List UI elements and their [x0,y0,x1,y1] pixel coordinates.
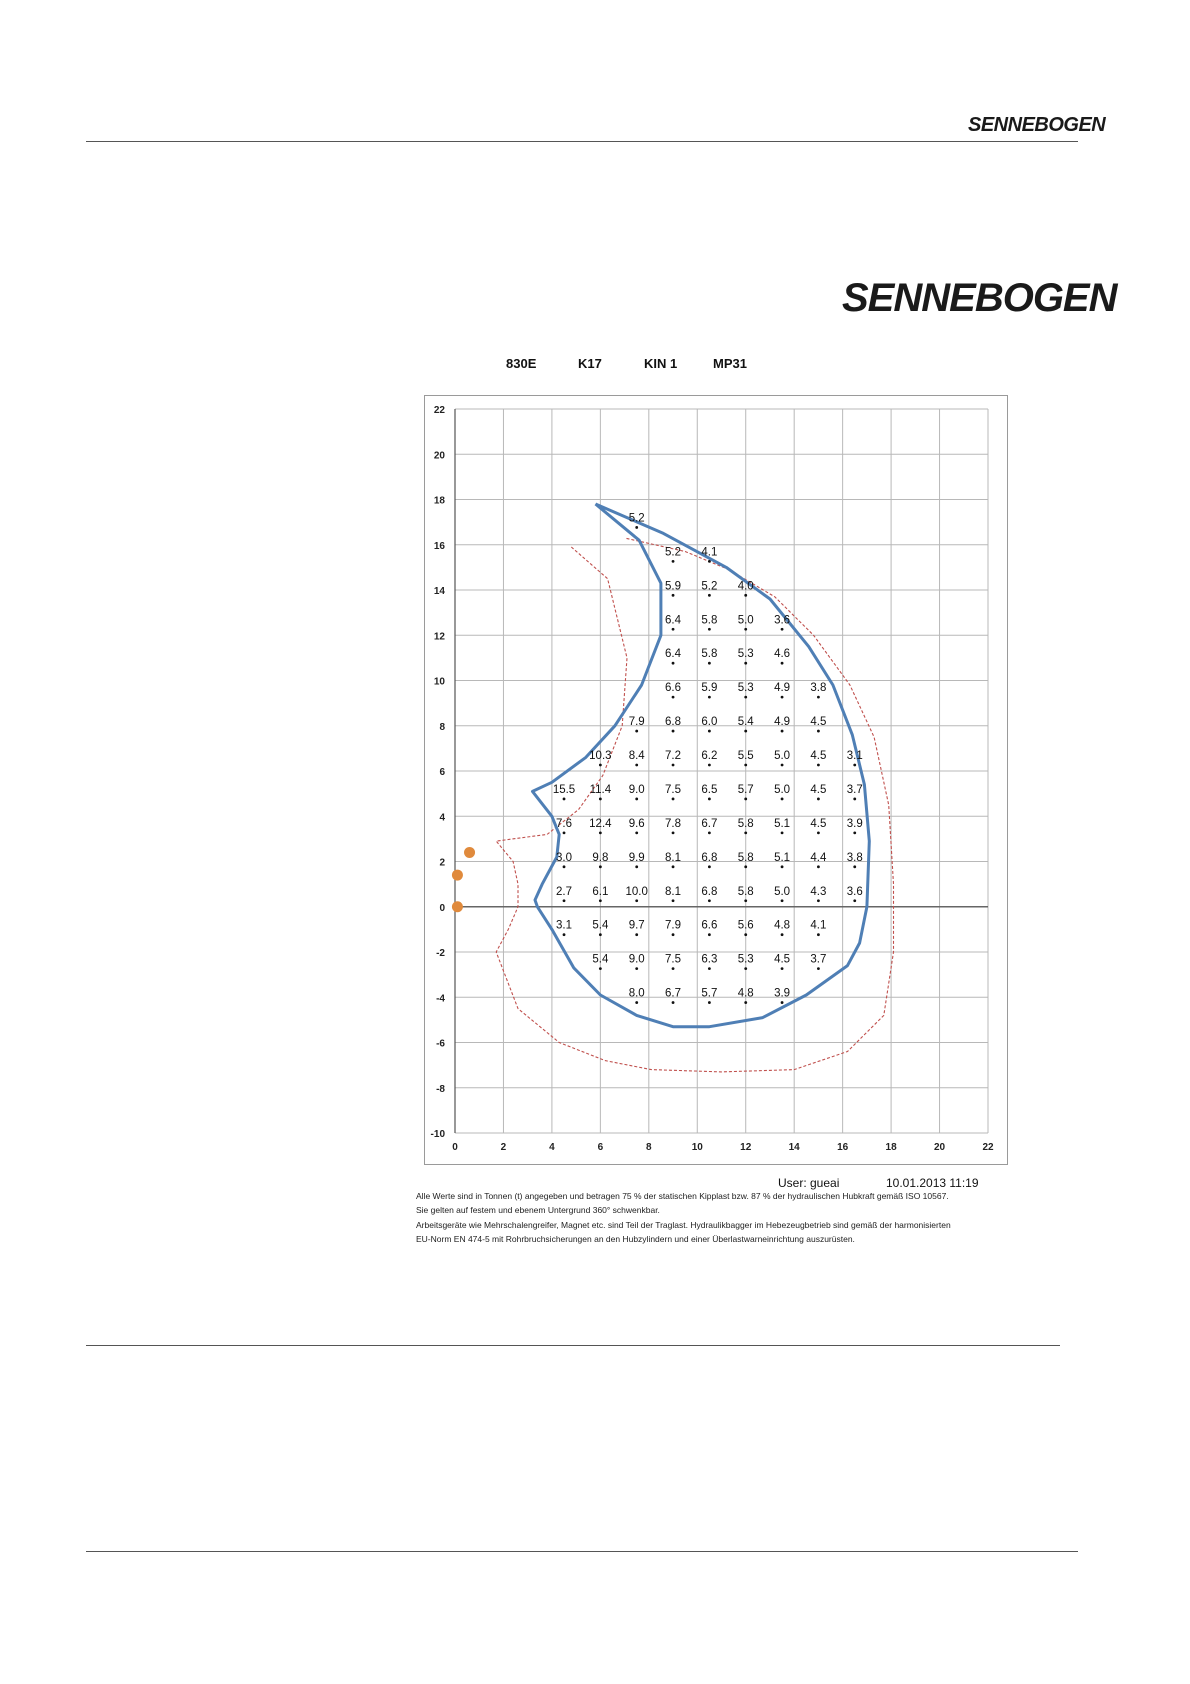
load-point [635,730,638,733]
load-point [744,764,747,767]
load-value-label: 5.2 [665,546,682,559]
load-point [672,730,675,733]
x-tick-label: 20 [933,1142,946,1153]
y-tick-label: -4 [436,993,445,1005]
footer-rule-upper [86,1345,1060,1346]
load-point [635,933,638,936]
load-value-label: 5.8 [737,885,754,898]
note-line-2: Sie gelten auf festem und ebenem Untergrund 360° schwenkbar. [416,1205,660,1215]
load-point [744,730,747,733]
load-point [672,662,675,665]
load-point [781,628,784,631]
load-point [708,696,711,699]
load-value-label: 3.7 [846,783,863,796]
load-value-label: 6.3 [701,953,718,966]
load-point [599,798,602,801]
load-value-label: 11.4 [589,783,612,796]
position-marker [452,901,463,912]
y-tick-label: 14 [433,586,445,597]
load-point [672,696,675,699]
load-point [817,899,820,902]
load-value-label: 8.1 [665,885,682,898]
load-value-label: 9.7 [628,919,645,932]
load-point [708,865,711,868]
load-point [672,933,675,936]
load-value-label: 5.1 [774,817,791,830]
load-value-label: 3.1 [846,750,863,762]
load-point [708,899,711,902]
y-tick-label: -10 [430,1129,445,1140]
load-value-label: 3.6 [774,614,791,627]
load-value-label: 4.9 [774,682,791,695]
load-value-label: 5.3 [737,682,754,695]
load-value-label: 6.8 [701,851,718,864]
position-marker [452,870,463,881]
load-point [744,594,747,597]
load-point [853,798,856,801]
load-value-label: 8.0 [628,987,645,1000]
load-value-label: 3.9 [846,817,863,830]
load-value-label: 5.9 [665,580,682,593]
load-value-label: 4.9 [774,716,791,729]
load-value-label: 5.2 [628,512,645,525]
load-value-label: 5.0 [774,885,791,898]
y-tick-label: 4 [439,812,445,824]
load-point [563,933,566,936]
load-point [781,696,784,699]
load-value-label: 15.5 [552,783,576,796]
load-point [672,865,675,868]
load-value-label: 5.3 [737,648,754,661]
y-tick-label: 20 [433,450,445,462]
y-tick-label: -6 [436,1038,445,1050]
load-point [635,526,638,529]
load-value-label: 4.8 [737,987,754,1000]
load-point [708,560,711,563]
load-value-label: 9.9 [628,851,645,864]
x-tick-label: 2 [500,1142,507,1153]
y-tick-label: -8 [436,1083,445,1095]
load-value-label: 9.0 [628,783,645,796]
load-point [853,865,856,868]
load-point [781,764,784,767]
load-point [672,594,675,597]
x-tick-label: 10 [691,1142,703,1153]
load-point [744,1001,747,1004]
y-tick-label: 16 [433,540,445,552]
load-point [672,1001,675,1004]
y-tick-label: 18 [433,495,445,507]
header-logo: SENNEBOGEN [968,114,1106,136]
load-value-label: 12.4 [589,817,612,830]
load-value-label: 5.9 [701,682,718,695]
load-value-label: 5.4 [737,716,754,729]
load-point [672,764,675,767]
load-point [817,730,820,733]
note-line-4: EU-Norm EN 474-5 mit Rohrbruchsicherungen an den Hubzylindern und einer Überlastwarneinrichtung auszurüsten. [416,1234,855,1244]
load-value-label: 5.5 [737,750,754,762]
y-tick-label: 12 [433,631,445,643]
load-value-label: 5.3 [737,953,754,966]
load-point [672,628,675,631]
load-point [599,764,602,767]
load-value-label: 7.5 [665,783,682,796]
load-value-label: 5.0 [774,783,791,796]
load-point [781,899,784,902]
model-label: 830E [506,356,537,371]
load-value-label: 6.2 [701,750,718,762]
load-value-label: 8.4 [628,750,645,762]
load-point [672,798,675,801]
load-value-label: 4.8 [774,919,791,932]
load-value-label: 4.0 [737,580,754,593]
load-point [672,899,675,902]
load-point [817,798,820,801]
y-tick-label: 22 [433,405,445,416]
load-value-label: 10.3 [589,750,612,762]
header-rule [86,141,1078,142]
load-point [635,1001,638,1004]
stick-label: K17 [578,356,602,371]
outer-reach-curve [496,538,893,1072]
load-point [708,730,711,733]
load-point [744,865,747,868]
load-value-label: 4.3 [810,885,827,898]
load-value-label: 5.8 [737,851,754,864]
load-value-label: 4.5 [774,953,791,966]
document-logo: SENNEBOGEN [842,276,1117,320]
load-value-label: 9.6 [628,817,645,830]
load-point [817,696,820,699]
load-value-label: 6.4 [665,648,682,661]
x-tick-label: 6 [597,1142,604,1153]
load-point [708,967,711,970]
load-value-label: 4.1 [701,546,718,559]
load-chart [424,395,1008,1165]
load-value-label: 4.5 [810,817,827,830]
load-point [744,831,747,834]
load-point [817,764,820,767]
y-tick-label: 8 [439,721,445,733]
load-value-label: 6.6 [665,682,682,695]
load-value-label: 6.0 [701,716,718,729]
load-value-label: 6.7 [665,987,682,1000]
load-value-label: 4.5 [810,750,827,762]
load-point [635,865,638,868]
load-value-label: 7.9 [665,919,682,932]
load-point [563,899,566,902]
load-value-label: 4.1 [810,919,827,932]
x-tick-label: 22 [982,1142,994,1153]
load-point [635,899,638,902]
load-point [744,933,747,936]
load-point [817,933,820,936]
position-marker [464,847,475,858]
load-point [781,831,784,834]
load-point [781,933,784,936]
load-value-label: 8.1 [665,851,682,864]
load-point [672,831,675,834]
x-tick-label: 16 [837,1142,849,1153]
y-tick-label: 0 [439,902,445,914]
timestamp-label: 10.01.2013 11:19 [886,1176,979,1190]
load-value-label: 5.6 [737,919,754,932]
load-value-label: 3.6 [846,885,863,898]
load-point [672,967,675,970]
load-point [817,967,820,970]
load-value-label: 5.2 [701,580,718,593]
load-value-label: 5.8 [737,817,754,830]
load-value-label: 7.2 [665,750,682,762]
load-point [781,865,784,868]
footer-rule-lower [86,1551,1078,1552]
y-tick-label: 6 [439,767,445,778]
load-point [708,628,711,631]
load-point [781,662,784,665]
load-value-label: 4.6 [774,648,791,661]
load-point [708,831,711,834]
load-point [599,865,602,868]
load-point [781,967,784,970]
load-point [744,899,747,902]
load-value-label: 3.0 [556,851,573,864]
load-point [708,1001,711,1004]
note-line-1: Alle Werte sind in Tonnen (t) angegeben und betragen 75 % der statischen Kipplast bzw. 87 % der hydraulischen Hubkraft gemäß ISO 10567. [416,1191,949,1201]
x-tick-label: 8 [646,1142,652,1153]
load-point [599,967,602,970]
load-point [708,933,711,936]
load-point [599,831,602,834]
load-point [635,798,638,801]
load-value-label: 7.9 [628,716,645,729]
load-point [708,662,711,665]
load-value-label: 9.8 [592,851,609,864]
load-value-label: 7.8 [665,817,682,830]
load-value-label: 6.6 [701,919,718,932]
load-point [817,865,820,868]
load-point [781,798,784,801]
user-label: User: gueai [778,1176,840,1190]
load-value-label: 7.6 [556,817,573,830]
load-point [853,764,856,767]
load-value-label: 6.8 [701,885,718,898]
load-value-label: 10.0 [625,885,648,898]
load-point [744,696,747,699]
load-point [563,865,566,868]
load-value-label: 5.8 [701,614,718,627]
load-point [563,798,566,801]
load-value-label: 6.1 [592,885,609,898]
load-value-label: 5.4 [592,919,609,932]
load-value-label: 3.8 [810,682,827,695]
load-value-label: 5.4 [592,953,609,966]
load-point [853,899,856,902]
load-value-label: 2.7 [556,885,573,898]
load-value-label: 6.8 [665,716,682,729]
load-value-label: 5.7 [737,783,754,796]
load-value-label: 5.1 [774,851,791,864]
x-tick-label: 12 [740,1142,752,1153]
load-value-label: 9.0 [628,953,645,966]
load-point [744,662,747,665]
load-point [599,933,602,936]
load-point [708,764,711,767]
load-point [708,594,711,597]
load-value-label: 4.5 [810,783,827,796]
mp-label: MP31 [713,356,747,371]
kin-label: KIN 1 [644,356,678,371]
load-value-label: 6.4 [665,614,682,627]
load-point [708,798,711,801]
load-point [744,628,747,631]
note-line-3: Arbeitsgeräte wie Mehrschalengreifer, Magnet etc. sind Teil der Traglast. Hydraulikbagger im Hebezeugbetrieb sind gemäß der harmonisierten [416,1220,951,1230]
y-tick-label: 10 [433,676,445,688]
load-point [672,560,675,563]
y-tick-label: 2 [439,857,445,869]
x-tick-label: 18 [885,1142,897,1153]
load-value-label: 4.4 [810,851,827,864]
load-point [817,831,820,834]
load-value-label: 5.8 [701,648,718,661]
load-value-label: 6.5 [701,783,718,796]
load-value-label: 3.7 [810,953,827,966]
load-point [599,899,602,902]
load-point [853,831,856,834]
load-value-label: 6.7 [701,817,718,830]
load-point [781,730,784,733]
load-point [635,967,638,970]
load-value-label: 5.7 [701,987,718,1000]
load-point [563,831,566,834]
load-point [744,798,747,801]
load-value-label: 5.0 [774,750,791,762]
load-value-label: 5.0 [737,614,754,627]
load-value-label: 3.1 [556,919,573,932]
load-point [635,831,638,834]
x-tick-label: 4 [549,1142,555,1153]
load-point [744,967,747,970]
load-value-label: 4.5 [810,716,827,729]
load-point [635,764,638,767]
y-tick-label: -2 [436,948,445,959]
x-tick-label: 0 [452,1142,458,1153]
load-value-label: 3.9 [774,987,791,1000]
x-tick-label: 14 [788,1142,800,1153]
load-value-label: 3.8 [846,851,863,864]
load-point [781,1001,784,1004]
load-value-label: 7.5 [665,953,682,966]
